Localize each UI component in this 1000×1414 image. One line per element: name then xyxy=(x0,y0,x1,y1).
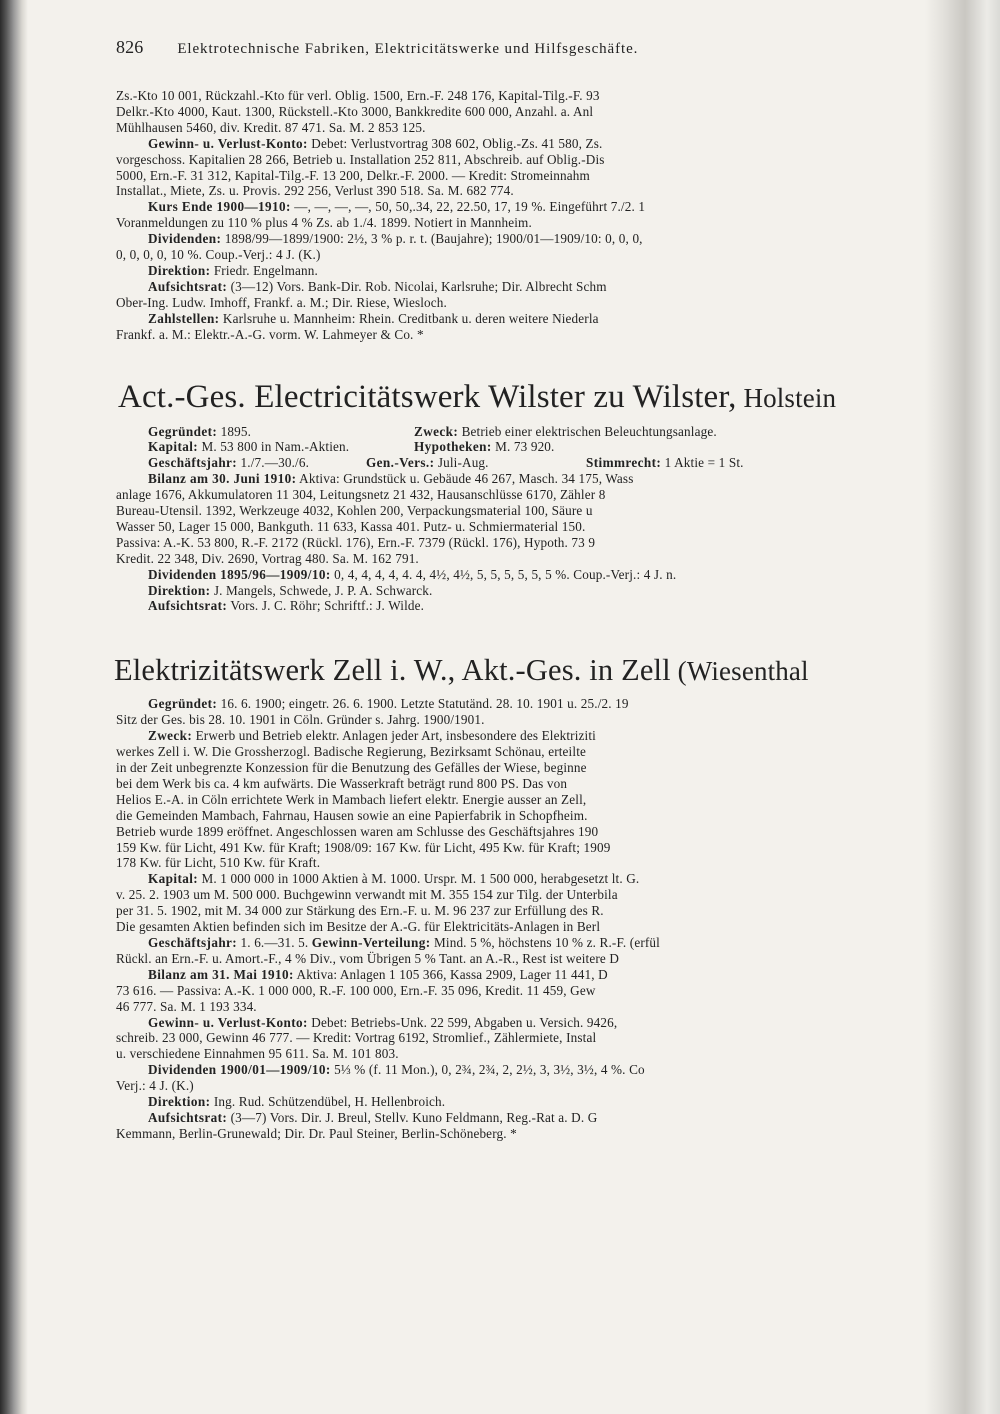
text-line: Kurs Ende 1900—1910: —, —, —, —, 50, 50,.34, 22, 22.50, 17, 19 %. Eingeführt 7./2. 1 xyxy=(148,199,646,215)
text-line: Dividenden 1900/01—1909/10: 5⅓ % (f. 11 Mon.), 0, 2¾, 2¾, 2, 2½, 3, 3½, 3½, 4 %. Co xyxy=(148,1062,645,1078)
text-line: 0, 0, 0, 0, 10 %. Coup.-Verj.: 4 J. (K.) xyxy=(116,247,321,263)
text-line: Gewinn- u. Verlust-Konto: Debet: Verlustvortrag 308 602, Oblig.-Zs. 41 580, Zs. xyxy=(148,135,603,151)
text-line: Gegründet: 1895. Zweck: Betrieb einer elektrischen Beleuchtungsanlage. xyxy=(148,423,717,439)
company-heading-zell: Elektrizitätswerk Zell i. W., Akt.-Ges. in Zell (Wiesenthal xyxy=(114,653,809,688)
text-line: werkes Zell i. W. Die Grossherzogl. Badische Regierung, Bezirksamt Schönau, erteilte xyxy=(116,744,587,760)
text-line: Direktion: J. Mangels, Schwede, J. P. A. Schwarck. xyxy=(148,582,433,598)
text-line: Aufsichtsrat: (3—7) Vors. Dir. J. Breul, Stellv. Kuno Feldmann, Reg.-Rat a. D. G xyxy=(148,1109,598,1125)
field-label: Bilanz am 30. Juni 1910: xyxy=(148,471,297,487)
field-label: Kurs Ende 1900—1910: xyxy=(148,199,291,215)
text-line: Delkr.-Kto 4000, Kaut. 1300, Rückstell.-Kto 3000, Bankkredite 600 000, Anzahl. a. Anl xyxy=(116,103,594,119)
text-line: Sitz der Ges. bis 28. 10. 1901 in Cöln. Gründer s. Jahrg. 1900/1901. xyxy=(116,712,485,728)
field-label: Gewinn- u. Verlust-Konto: xyxy=(148,135,308,151)
field-label: Gewinn-Verteilung: xyxy=(311,934,431,950)
field-label: Direktion: xyxy=(148,262,211,278)
text-line: 73 616. — Passiva: A.-K. 1 000 000, R.-F. 100 000, Ern.-F. 35 096, Kredit. 11 459, Gew xyxy=(116,982,596,998)
field-label: Gewinn- u. Verlust-Konto: xyxy=(148,1014,308,1030)
page-header xyxy=(116,37,932,62)
page-number: 826 xyxy=(116,37,144,57)
text-line: Kemmann, Berlin-Grunewald; Dir. Dr. Paul Steiner, Berlin-Schöneberg. * xyxy=(116,1125,517,1141)
text-line: Zweck: Erwerb und Betrieb elektr. Anlagen jeder Art, insbesondere des Elektriziti xyxy=(148,728,596,744)
text-line: schreib. 23 000, Gewinn 46 777. — Kredit: Vortrag 6192, Stromlief., Zählermiete, Instal xyxy=(116,1030,597,1046)
text-line: Die gesamten Aktien befinden sich im Besitze der A.-G. für Elektricitäts-Anlagen in Berl xyxy=(116,919,601,935)
field-label: Direktion: xyxy=(148,1094,211,1110)
field-label: Dividenden: xyxy=(148,231,222,247)
text-line: Gegründet: 16. 6. 1900; eingetr. 26. 6. 1900. Letzte Statutänd. 28. 10. 1901 u. 25./2. 19 xyxy=(148,696,629,712)
book-spine-shadow xyxy=(0,0,28,1414)
text-line: Kapital: M. 1 000 000 in 1000 Aktien à M. 1000. Urspr. M. 1 500 000, herabgesetzt lt. G. xyxy=(148,871,640,887)
field-label: Kapital: xyxy=(148,871,199,887)
text-line: Verj.: 4 J. (K.) xyxy=(116,1078,194,1094)
field-label: Aufsichtsrat: xyxy=(148,278,228,294)
text-line: Dividenden 1895/96—1909/10: 0, 4, 4, 4, 4, 4. 4, 4½, 4½, 5, 5, 5, 5, 5, 5 %. Coup.-Verj.: 4 J. n. xyxy=(148,566,677,582)
text-line: Kredit. 22 348, Div. 2690, Vortrag 480. Sa. M. 162 791. xyxy=(116,550,419,566)
field-label: Zweck: xyxy=(148,728,193,744)
text-line: 178 Kw. für Licht, 510 Kw. für Kraft. xyxy=(116,855,321,871)
text-line: 159 Kw. für Licht, 491 Kw. für Kraft; 1908/09: 167 Kw. für Licht, 495 Kw. für Kraft; 1909 xyxy=(116,839,611,855)
text-line: Aufsichtsrat: (3—12) Vors. Bank-Dir. Rob. Nicolai, Karlsruhe; Dir. Albrecht Schm xyxy=(148,278,607,294)
running-head: Elektrotechnische Fabriken, Elektricitätswerke und Hilfsgeschäfte. xyxy=(177,41,639,57)
text-line: Kapital: M. 53 800 in Nam.-Aktien. Hypotheken: M. 73 920. xyxy=(148,439,555,455)
text-line: u. verschiedene Einnahmen 95 611. Sa. M. 101 803. xyxy=(116,1046,399,1062)
text-line: die Gemeinden Mambach, Fahrnau, Hausen sowie an eine Papierfabrik in Schopfheim. xyxy=(116,807,588,823)
facing-page-edge xyxy=(925,0,1000,1414)
text-line: Bilanz am 31. Mai 1910: Aktiva: Anlagen 1 105 366, Kassa 2909, Lager 11 441, D xyxy=(148,966,608,982)
entry-continued xyxy=(116,88,932,343)
field-label: Geschäftsjahr: xyxy=(148,934,238,950)
text-line: Direktion: Ing. Rud. Schützendübel, H. Hellenbroich. xyxy=(148,1094,446,1110)
text-line: Gewinn- u. Verlust-Konto: Debet: Betriebs-Unk. 22 599, Abgaben u. Versich. 9426, xyxy=(148,1014,618,1030)
book-page xyxy=(114,37,932,1142)
text-line: Betrieb wurde 1899 eröffnet. Angeschlossen waren am Schlusse des Geschäftsjahres 190 xyxy=(116,823,599,839)
field-label: Dividenden 1895/96—1909/10: xyxy=(148,566,331,582)
text-line: Zs.-Kto 10 001, Rückzahl.-Kto für verl. Oblig. 1500, Ern.-F. 248 176, Kapital-Tilg.-F. 93 xyxy=(116,88,600,103)
field-label: Gegründet: xyxy=(148,696,218,712)
text-line: Direktion: Friedr. Engelmann. xyxy=(148,262,318,278)
text-line: v. 25. 2. 1903 um M. 500 000. Buchgewinn verwandt mit M. 355 154 zur Tilg. der Unterbila xyxy=(116,887,618,903)
text-line: Wasser 50, Lager 15 000, Bankguth. 11 633, Kassa 401. Putz- u. Schmiermaterial 150. xyxy=(116,518,586,534)
text-line: Mühlhausen 5460, div. Kredit. 87 471. Sa. M. 2 853 125. xyxy=(116,119,426,135)
field-label: Direktion: xyxy=(148,582,211,598)
text-line: Passiva: A.-K. 53 800, R.-F. 2172 (Rückl. 176), Ern.-F. 7379 (Rückl. 176), Hypoth. 73 9 xyxy=(116,534,596,550)
text-line: Bilanz am 30. Juni 1910: Aktiva: Grundstück u. Gebäude 46 267, Masch. 34 175, Wass xyxy=(148,471,634,487)
text-line: Installat., Miete, Zs. u. Provis. 292 256, Verlust 390 518. Sa. M. 682 774. xyxy=(116,183,514,199)
text-line: Helios E.-A. in Cöln errichtete Werk in Mambach liefert elektr. Energie ausser an Zell, xyxy=(116,791,587,807)
entry-wilster xyxy=(116,424,932,615)
field-label: Aufsichtsrat: xyxy=(148,1109,228,1125)
company-heading-wilster: Act.-Ges. Electricitätswerk Wilster zu Wilster, Holstein xyxy=(118,378,837,415)
text-line: Frankf. a. M.: Elektr.-A.-G. vorm. W. Lahmeyer & Co. * xyxy=(116,326,424,342)
text-line: Geschäftsjahr: 1./7.—30./6. Gen.-Vers.: Juli-Aug. Stimmrecht: 1 Aktie = 1 St. xyxy=(148,455,744,471)
field-label: Aufsichtsrat: xyxy=(148,598,228,614)
text-line: Voranmeldungen zu 110 % plus 4 % Zs. ab 1./4. 1899. Notiert in Mannheim. xyxy=(116,215,532,231)
text-line: Ober-Ing. Ludw. Imhoff, Frankf. a. M.; Dir. Riese, Wiesloch. xyxy=(116,294,447,310)
text-line: anlage 1676, Akkumulatoren 11 304, Leitungsnetz 21 432, Hausanschlüsse 6170, Zähler 8 xyxy=(116,487,606,503)
text-line: Aufsichtsrat: Vors. J. C. Röhr; Schriftf.: J. Wilde. xyxy=(148,598,425,614)
text-line: Bureau-Utensil. 1392, Werkzeuge 4032, Kohlen 200, Verpackungsmaterial 100, Säure u xyxy=(116,503,593,519)
text-line: in der Zeit unbegrenzte Konzession für die Benutzung des Gefälles der Wiese, beginne xyxy=(116,760,587,775)
text-line: Dividenden: 1898/99—1899/1900: 2½, 3 % p. r. t. (Baujahre); 1900/01—1909/10: 0, 0, 0, xyxy=(148,231,643,247)
text-line: Zahlstellen: Karlsruhe u. Mannheim: Rhein. Creditbank u. deren weitere Niederla xyxy=(148,310,599,326)
text-line: 46 777. Sa. M. 1 193 334. xyxy=(116,998,257,1014)
text-line: Rückl. an Ern.-F. u. Amort.-F., 4 % Div., vom Übrigen 5 % Tant. an A.-R., Rest ist weitere D xyxy=(116,950,620,966)
field-label: Bilanz am 31. Mai 1910: xyxy=(148,966,294,982)
text-line: vorgeschoss. Kapitalien 28 266, Betrieb u. Installation 252 811, Abschreib. auf Oblig.-Dis xyxy=(116,151,605,167)
entry-zell xyxy=(116,696,932,1141)
text-line: 5000, Ern.-F. 31 312, Kapital-Tilg.-F. 13 200, Delkr.-F. 2000. — Kredit: Stromeinnahm xyxy=(116,167,590,183)
text-line: Geschäftsjahr: 1. 6.—31. 5. Gewinn-Verteilung: Mind. 5 %, höchstens 10 % z. R.-F. (erfül xyxy=(148,934,660,950)
field-label: Dividenden 1900/01—1909/10: xyxy=(148,1062,331,1078)
text-line: per 31. 5. 1902, mit M. 34 000 zur Stärkung des Ern.-F. u. M. 96 237 zur Erfüllung des R. xyxy=(116,903,604,919)
text-line: bei dem Werk bis ca. 4 km aufwärts. Die Wasserkraft beträgt rund 800 PS. Das von xyxy=(116,775,568,791)
field-label: Zahlstellen: xyxy=(148,310,220,326)
